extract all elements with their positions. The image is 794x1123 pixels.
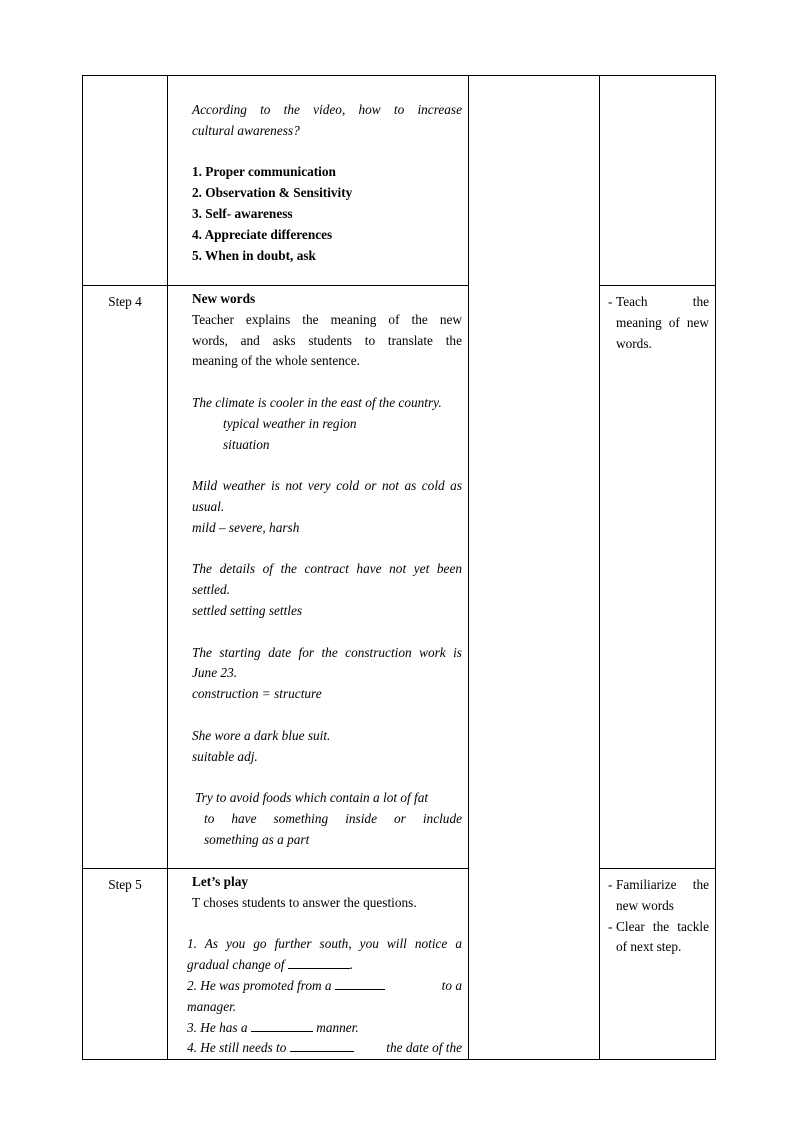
notes-cell	[600, 286, 716, 869]
example-sentence: June 23.	[192, 665, 238, 681]
definition: to have something inside or include	[204, 810, 462, 826]
dash-bullet: -	[608, 877, 613, 892]
example-sentence: settled.	[192, 582, 231, 598]
list-item: 3. Self- awareness	[192, 205, 293, 221]
dash-bullet: -	[608, 294, 613, 309]
list-item: 5. When in doubt, ask	[192, 247, 316, 263]
activity-cell	[168, 286, 469, 869]
question-line: According to the video, how to increase	[192, 102, 462, 117]
step-cell	[83, 76, 168, 286]
table-row	[83, 869, 716, 1060]
question-line: cultural awareness?	[192, 122, 300, 138]
word-note: mild – severe, harsh	[192, 519, 300, 535]
definition: situation	[223, 436, 270, 452]
activity-cell	[168, 869, 469, 1060]
quiz-question: gradual change of .	[187, 957, 354, 973]
text-line: T choses students to answer the questions.	[192, 894, 417, 910]
list-item: 1. Proper communication	[192, 164, 336, 180]
example-sentence: She wore a dark blue suit.	[192, 727, 331, 743]
table-row	[83, 286, 716, 869]
notes-cell	[600, 869, 716, 1060]
word-note: suitable adj.	[192, 748, 258, 764]
word-note: construction = structure	[192, 686, 322, 702]
note-item: - Clear the tackle of next step.	[608, 917, 709, 959]
answer-blank	[251, 1019, 313, 1032]
text-line: Teacher explains the meaning of the new	[192, 311, 462, 327]
word-note: settled setting settles	[192, 602, 303, 618]
quiz-question: 3. He has a manner.	[187, 1019, 359, 1035]
interaction-cell	[469, 76, 600, 1060]
text-line: words, and asks students to translate the	[192, 332, 462, 348]
answer-blank	[290, 1039, 354, 1052]
answer-blank	[335, 977, 385, 990]
table-row	[83, 76, 716, 286]
example-sentence: Mild weather is not very cold or not as cold as	[192, 478, 462, 494]
example-sentence: The details of the contract have not yet been	[192, 561, 462, 577]
text-line: meaning of the whole sentence.	[192, 353, 360, 369]
section-heading: Let’s play	[192, 874, 249, 889]
example-sentence: The climate is cooler in the east of the country.	[192, 394, 442, 410]
example-sentence: Try to avoid foods which contain a lot of fat	[195, 790, 429, 806]
example-sentence: The starting date for the construction work is	[192, 644, 462, 660]
quiz-question: 4. He still needs to the date of the	[187, 1040, 462, 1056]
quiz-question: 2. He was promoted from a to a	[187, 977, 462, 993]
note-item: - Teach the meaning of new words.	[608, 292, 709, 354]
definition: something as a part	[204, 831, 310, 847]
lesson-plan-table	[82, 75, 716, 1060]
activity-cell	[168, 76, 469, 286]
section-heading: New words	[192, 291, 256, 306]
quiz-question: 1. As you go further south, you will notice a	[187, 936, 462, 952]
notes-cell	[600, 76, 716, 286]
dash-bullet: -	[608, 918, 613, 934]
quiz-question: manager.	[187, 998, 237, 1014]
answer-blank	[288, 956, 350, 969]
definition: typical weather in region	[223, 415, 357, 431]
step-cell: Step 5	[83, 869, 168, 1060]
example-sentence: usual.	[192, 498, 225, 514]
list-item: 4. Appreciate differences	[192, 226, 333, 242]
note-item: - Familiarize the new words	[608, 875, 709, 917]
list-item: 2. Observation & Sensitivity	[192, 185, 353, 201]
step-cell: Step 4	[83, 286, 168, 869]
